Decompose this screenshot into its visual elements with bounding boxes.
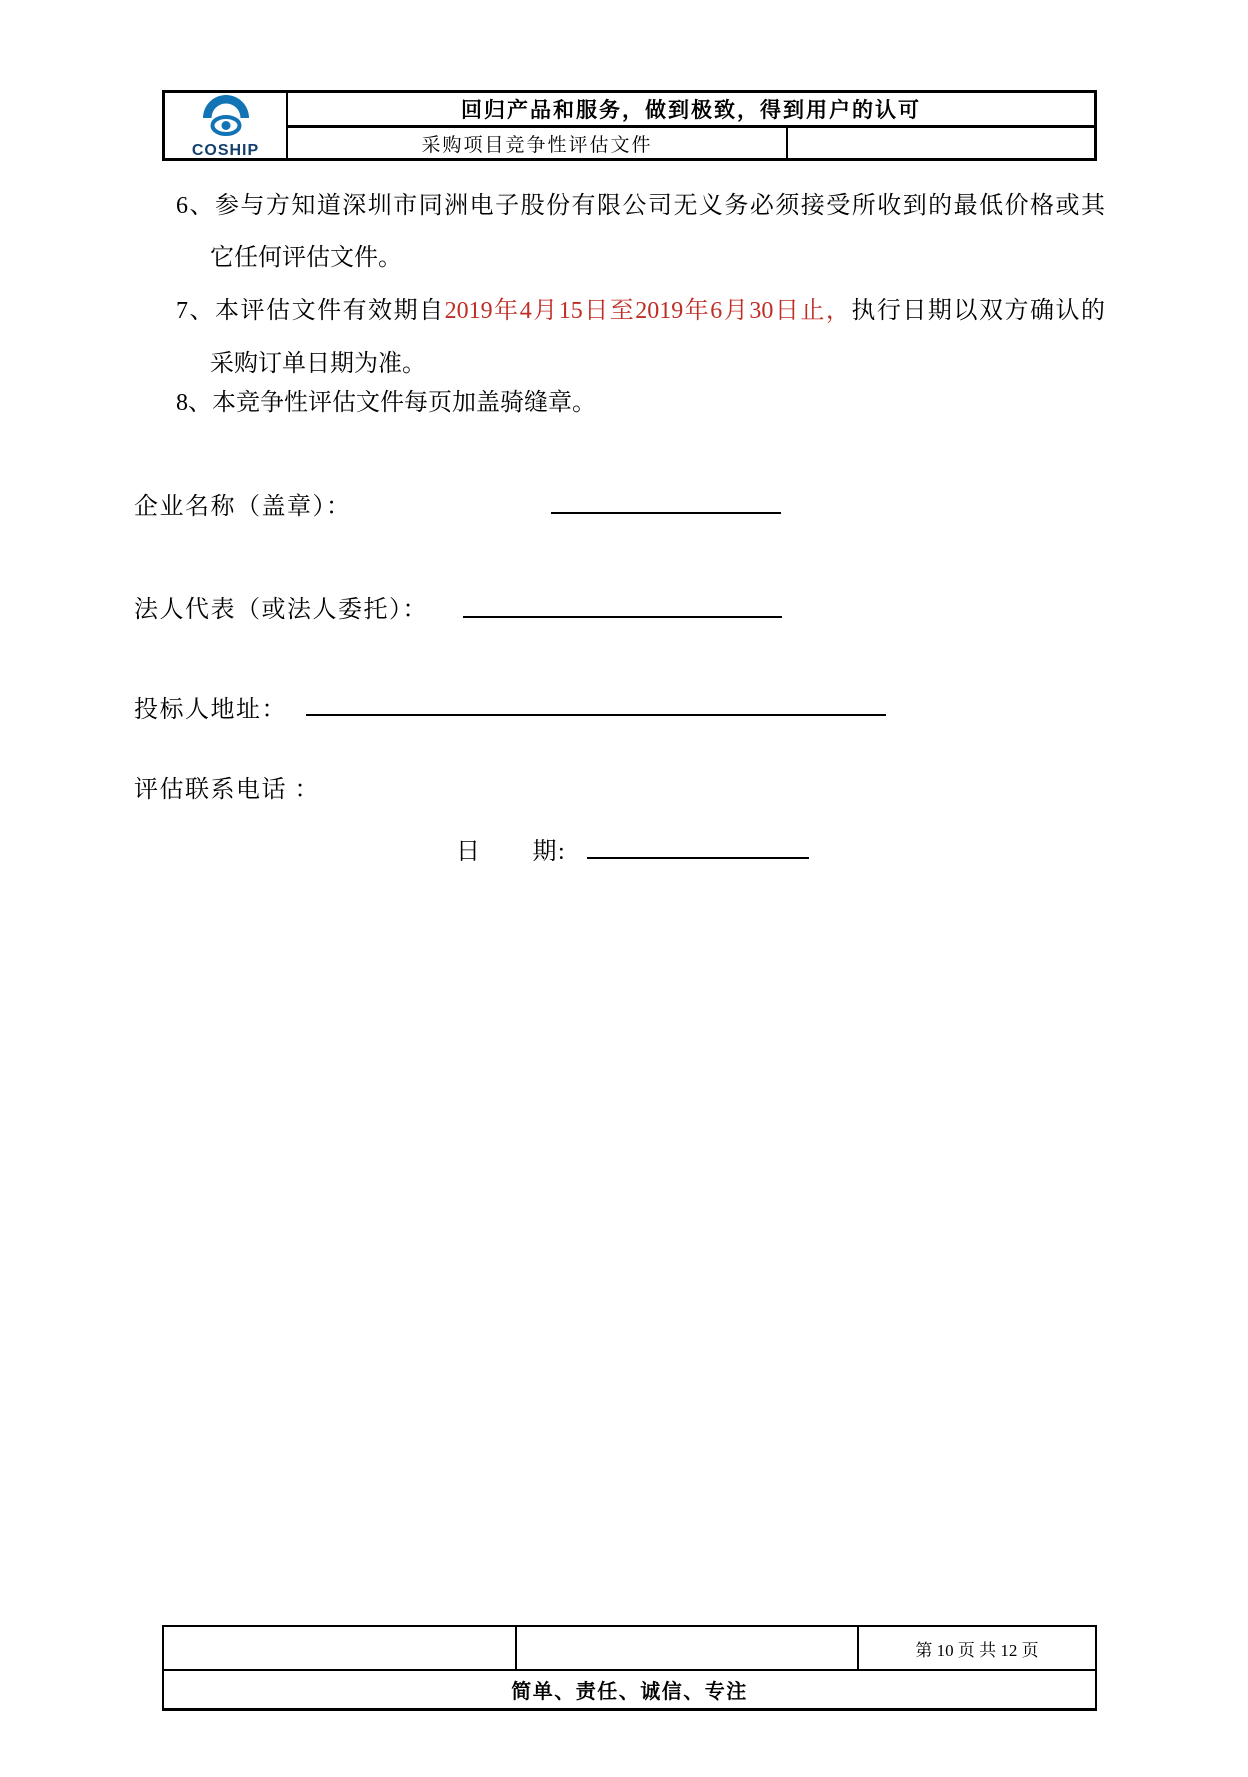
item-7-prefix: 7、本评估文件有效期自 [176,298,445,324]
contact-phone-label: 评估联系电话 ： [134,777,320,803]
legal-representative-label: 法人代表（或法人委托）： [134,597,428,623]
logo-cell [165,93,288,158]
footer-top-row [164,1627,1095,1671]
header-motto: 回归产品和服务，做到极致，得到用户的认可 [288,93,1094,128]
header-subhead-row [288,128,1094,158]
list-item-6-line-2: 它任何评估文件。 [210,245,402,271]
legal-representative-blank [463,616,782,618]
list-item-6-line-1: 6、参与方知道深圳市同洲电子股份有限公司无义务必须接受所收到的最低价格或其 [176,193,1105,219]
footer-motto: 简单、责任、诚信、专注 [511,1681,748,1703]
list-item-7-line-1 [176,296,1105,326]
document-title: 采购项目竞争性评估文件 [288,128,788,158]
coship-logo-icon [194,95,258,142]
page-number: 第 10 页 共 12 页 [915,1640,1039,1660]
header-table [162,90,1097,161]
bidder-address-label: 投标人地址： [134,697,287,723]
footer-table [162,1625,1097,1711]
date-blank [587,857,809,859]
header-right-section [288,93,1094,158]
item-7-validity-dates: 2019年4月15日至2019年6月30日止， [444,298,852,324]
item-7-suffix: 执行日期以双方确认的 [851,298,1106,324]
list-item-8: 8、本竞争性评估文件每页加盖骑缝章。 [176,390,596,416]
coship-logo-wordmark: COSHIP [191,141,260,159]
list-item-7-line-2: 采购订单日期为准。 [210,351,426,377]
header-empty-cell [788,128,1094,158]
company-name-blank [551,512,781,514]
footer-empty-cell-2 [517,1627,859,1669]
footer-empty-cell-1 [164,1627,517,1669]
bidder-address-blank [306,714,886,716]
company-name-label: 企业名称（盖章）： [134,494,352,520]
date-label: 日 期: [456,839,567,865]
